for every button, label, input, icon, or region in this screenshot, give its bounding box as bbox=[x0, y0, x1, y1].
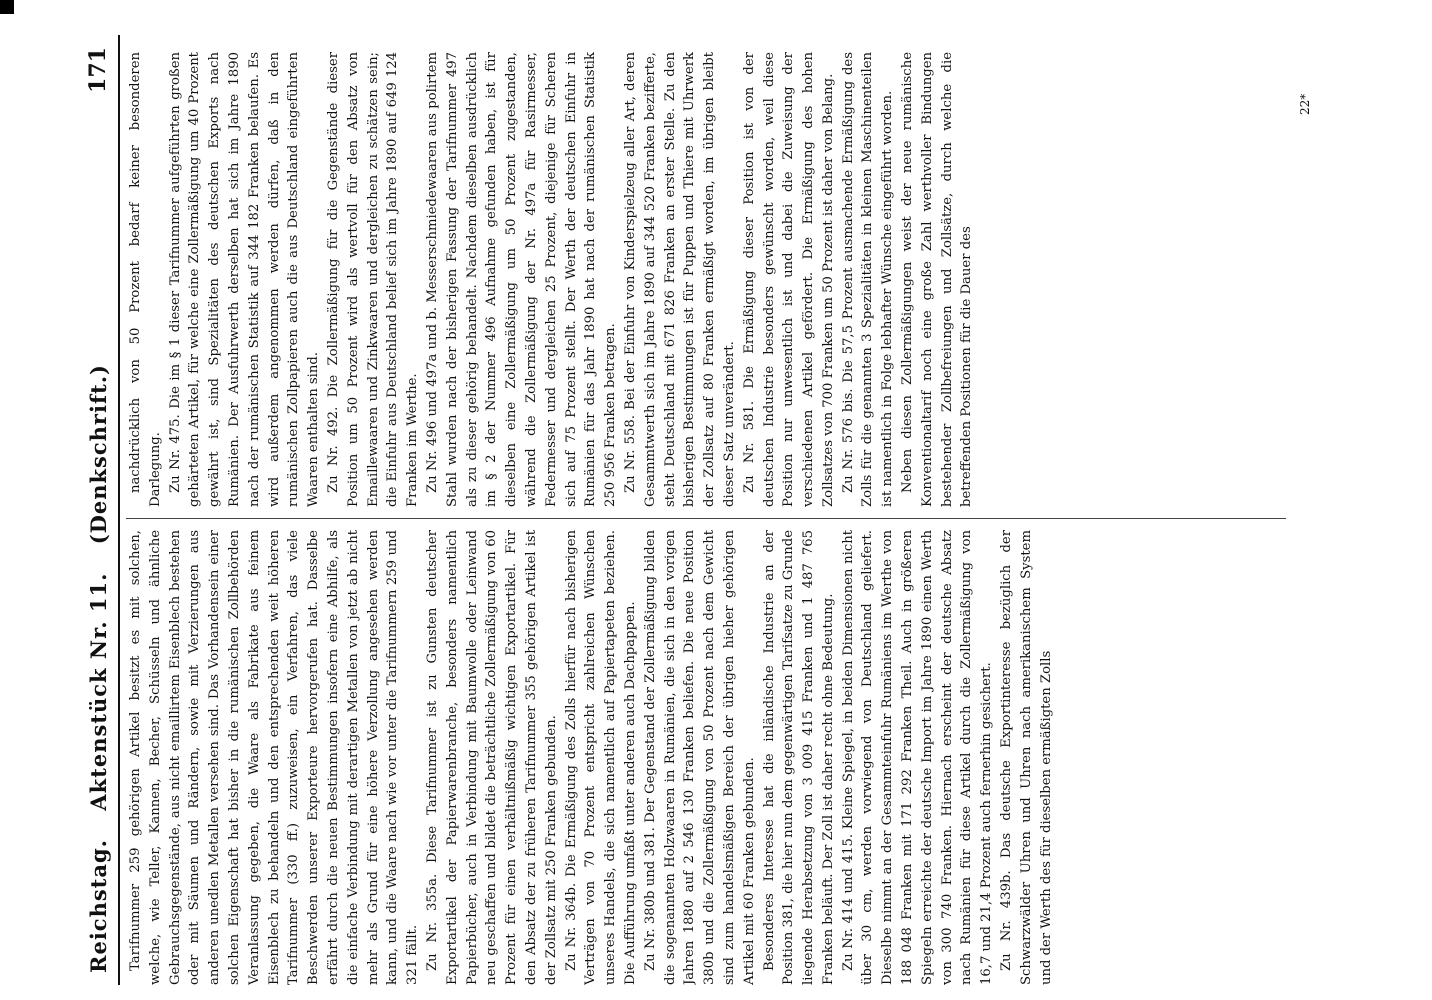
right-column bbox=[126, 52, 1341, 507]
signature-mark: 22* bbox=[1298, 93, 1312, 115]
paragraph: Zu Nr. 581. Die Ermäßigung dieser Position ist von der deutschen Industrie besonders gewünscht worden, weil diese Position nur unwesentlich ist und dabei die Zuweisung der verschiedenen Artikel gefördert. Die Ermäßigung des hohen Zollsatzes von 700 Franken um 50 Prozent ist daher von Belang. bbox=[741, 52, 836, 507]
paragraph: Zu Nr. 492. Die Zollermäßigung für die Gegenstände dieser Position um 50 Prozent wird als wertvoll für den Absatz von Emaillewaaren und Zinkwaaren und dergleichen zu schätzen sein; die Einfuhr aus Deutschland belief sich im Jahre 1890 auf 649 124 Franken im Werthe. bbox=[325, 52, 421, 507]
left-column bbox=[126, 530, 1341, 985]
paragraph: Besonderes Interesse hat die inländische Industrie an der Position 381, die hier nun dem gegenwärtigen Tarifsatze zu Grunde liegende Herabsetzung von 3 009 415 Franken und 1 487 765 Franken beläuft. Der Zoll ist daher recht ohne Bedeutung. bbox=[761, 530, 836, 985]
paragraph: Tarifnummer 259 gehörigen Artikel besitzt es mit solchen, welche, wie Teller, Kannen, Becher, Schüsseln und ähnliche Gebrauchsgegenstände, aus nicht emaillirtem Eisenblech bestehen oder mit Säumen und Rändern, sowie mit Verzierungen aus anderen unedlen Metallen versehen sind. Das Vorhandensein einer solchen Eigenschaft hat bisher in die rumänischen Zollbehörden Veranlassung gegeben, die Waare als Fabrikate aus feinem Eisenblech zu behandeln und den entsprechenden weit höheren Tarifnummer (330 ff.) zuzuweisen, ein Verfahren, das viele Beschwerden unserer Exporteure hervorgerufen hat. Dasselbe erfährt durch die neuen Bestimmungen insofern eine Abhilfe, als die einfache Verbindung mit derartigen Metallen von jetzt ab nicht mehr als Grund für eine höhere Verzollung angesehen werden kann, und die Waare nach wie vor unter die Tarifnummern 259 und 321 fällt. bbox=[128, 530, 421, 985]
paragraph: Zu Nr. 414 und 415. Kleine Spiegel, in beiden Dimensionen nicht über 30 cm, werden vorwiegend von Deutschland geliefert. Dieselbe nimmt an der Gesammteinfuhr Rumäniens im Werthe von 188 048 Franken mit 171 292 Franken Theil. Auch in größeren Spiegeln erreichte der deutsche Import im Jahre 1890 einen Werth von 300 740 Franken. Hiernach erscheint der deutsche Absatz nach Rumänien für diese Artikel durch die Zollermäßigung von 16,7 und 21,4 Prozent auch fernerhin gesichert. bbox=[840, 530, 995, 985]
paragraph: Zu Nr. 496 und 497a und b. Messerschmiedewaaren aus polirtem Stahl wurden nach der bisherigen Fassung der Tarifnummer 497 als zu dieser gehörig behandelt. Nachdem dieselben ausdrücklich im § 2 der Nummer 496 Aufnahme gefunden haben, ist für dieselben eine Zollermäßigung um 50 Prozent zugestanden, während die Zollermäßigung der Nr. 497a für Rasirmesser, Federmesser und dergleichen 25 Prozent, diejenige für Scheren sich auf 75 Prozent stellt. Der Werth der deutschen Einfuhr in Rumänien für das Jahr 1890 hat nach der rumänischen Statistik 250 956 Franken betragen. bbox=[424, 52, 619, 507]
paragraph: Zu Nr. 576 bis. Die 57,5 Prozent ausmachende Ermäßigung des Zolls für die genannten 3 Spezialitäten in kleinen Maschinenteilen ist namentlich in Folge lebhafter Wünsche eingeführt worden. bbox=[840, 52, 896, 507]
paragraph: Zu Nr. 380b und 381. Der Gegenstand der Zollermäßigung bilden die sogenannten Holzwaaren in Rumänien, die sich in den vorigen Jahren 1880 auf 2 546 130 Franken beliefen. Die neue Position 380b und die Zollermäßigung von 50 Prozent nach dem Gewicht sind zum handelsmäßigen Bereich der übrigen hieher gehörigen Artikel mit 60 Franken gebunden. bbox=[642, 530, 757, 985]
paragraph: Zu Nr. 475. Die im § 1 dieser Tarifnummer aufgeführten großen gehärteten Artikel, für welche eine Zollermäßigung um 40 Prozent gewährt ist, sind Spezialitäten des deutschen Exports nach Rumänien. Der Ausfuhrwerth derselben hat sich im Jahre 1890 nach der rumänischen Statistik auf 344 182 Franken belaufen. Es wird außerdem angenommen werden dürfen, daß in den rumänischen Zollpapieren auch die aus Deutschland eingeführten Waaren enthalten sind. bbox=[167, 52, 322, 507]
paragraph: Zu Nr. 355a. Diese Tarifnummer ist zu Gunsten deutscher Exportartikel der Papierwarenbranche, besonders namentlich Papierbücher, auch in Verbindung mit Baumwolle oder Leinwand neu geschaffen und bildet die beträchtliche Zollermäßigung von 60 Prozent für einen verhältnißmäßig wichtigen Exportartikel. Für den Absatz der zu früheren Tarifnummer 355 gehörigen Artikel ist der Zollsatz mit 250 Franken gebunden. bbox=[424, 530, 559, 985]
header-title bbox=[86, 364, 111, 973]
paragraph: Zu Nr. 558. Bei der Einfuhr von Kinderspielzeug aller Art, deren Gesammtwerth sich im Jahre 1890 auf 344 520 Franken bezifferte, steht Deutschland mit 671 826 Franken an erster Stelle. Zu den bisherigen Bestimmungen ist für Puppen und Thiere mit Uhrwerk der Zollsatz auf 80 Franken ermäßigt worden, im übrigen bleibt dieser Satz unverändert. bbox=[622, 52, 737, 507]
header-center: Aktenstück Nr. 11. bbox=[85, 572, 111, 811]
scan-corner-mark bbox=[0, 0, 14, 14]
header-rule bbox=[118, 35, 120, 985]
document-page bbox=[78, 35, 1348, 985]
header-right: (Denkschrift.) bbox=[85, 364, 111, 545]
paragraph: Zu Nr. 439b. Das deutsche Exportinteresse bezüglich der Schwarzwälder Uhren und Uhren nach amerikanischem System und der Werth des für dieselben ermäßigten Zolls bbox=[999, 530, 1054, 985]
page-number: 171 bbox=[85, 47, 111, 93]
page-header bbox=[78, 35, 118, 985]
column-divider bbox=[126, 518, 1286, 519]
paragraph: Neben diesen Zollermäßigungen weist der neue rumänische Konventionaltarif noch eine große Zahl werthvoller Bindungen bestehender Zollbefreiungen und Zollsätze, durch welche die betreffenden Positionen für die Dauer des bbox=[900, 52, 975, 507]
paragraph: nachdrücklich von 50 Prozent bedarf keiner besonderen Darlegung. bbox=[128, 52, 163, 507]
paragraph: Zu Nr. 364b. Die Ermäßigung des Zolls hierfür nach bisherigen Verträgen von 70 Prozent entspricht zahlreichen Wünschen unseres Handels, die sich namentlich auf Papiertapeten beziehen. Die Aufführung umfaßt unter anderen auch Dachpappen. bbox=[563, 530, 638, 985]
header-left: Reichstag. bbox=[85, 839, 111, 973]
